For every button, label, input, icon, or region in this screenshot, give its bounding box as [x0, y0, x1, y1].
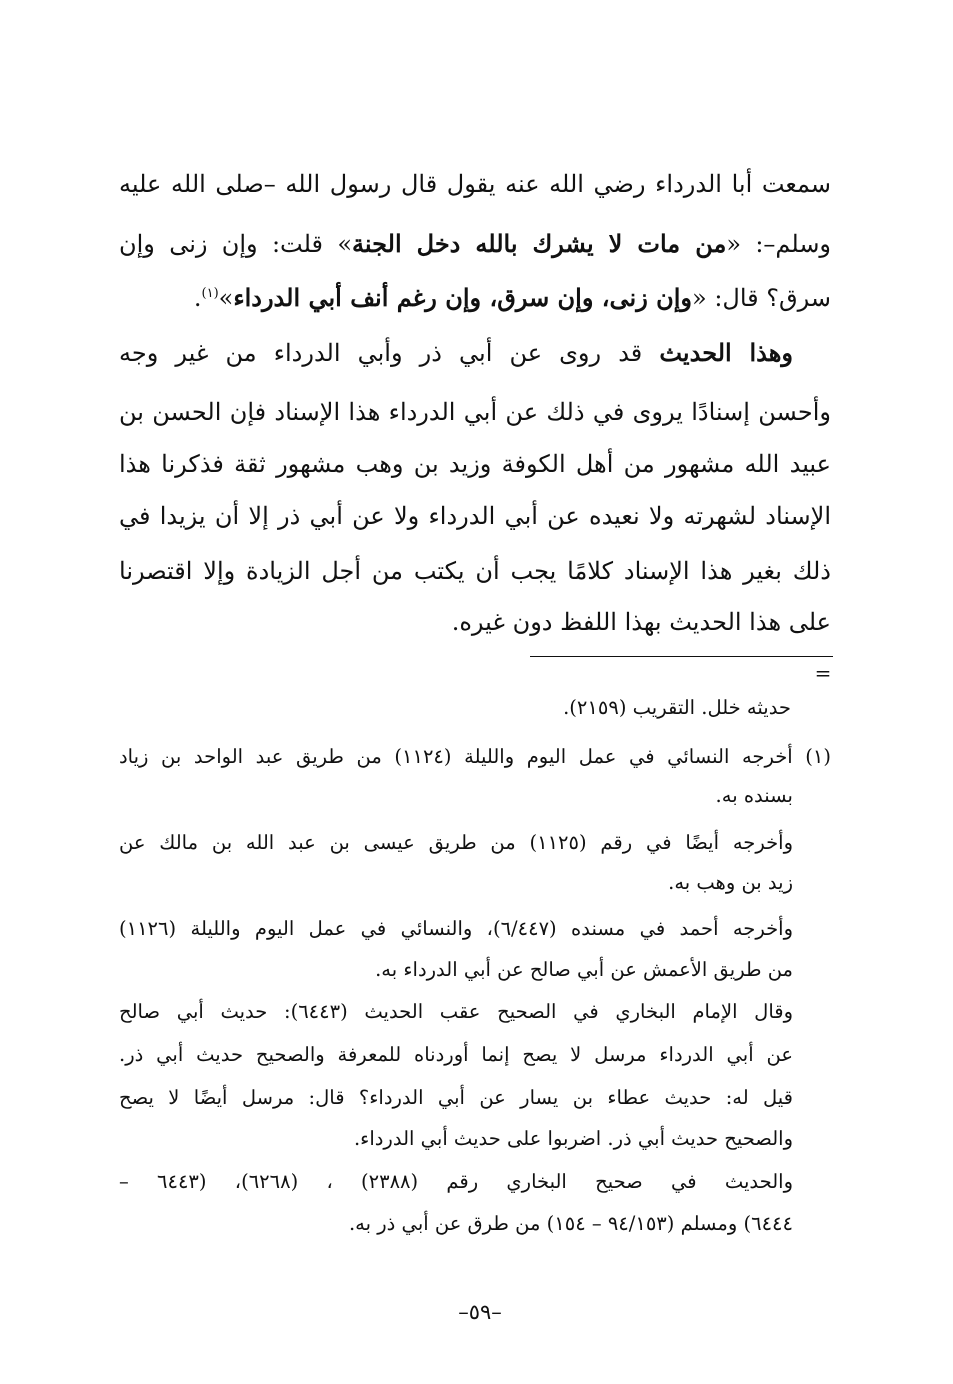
- body-line: [119, 162, 831, 206]
- body-text: » قلت: وإن زنى وإن: [119, 230, 353, 258]
- footnote-line: والصحيح حديث أبي ذر. اضربوا على حديث أبي الدرداء.: [353, 1127, 793, 1150]
- footnote-line: وأخرجه أحمد في مسنده (٦/٤٤٧)، والنسائي في عمل اليوم والليلة (١١٢٦): [119, 917, 793, 940]
- body-text: الإسناد لشهرته ولا نعيده عن أبي الدرداء ولا عن أبي ذر إلا أن يزيدا في: [119, 502, 831, 530]
- body-line: [119, 442, 831, 486]
- body-text: ذلك بغير هذا الإسناد كلامًا يجب أن يكتب من أجل الزيادة وإلا اقتصرنا: [119, 557, 831, 585]
- body-line: [119, 390, 831, 434]
- footnote-reference: (١): [201, 286, 219, 301]
- footnote-line: زيد بن وهب به.: [668, 871, 793, 894]
- footnote-line: قيل له: حديث عطاء بن يسار عن أبي الدرداء؟ قال: مرسل أيضًا لا يصح: [119, 1086, 793, 1109]
- body-text: عبيد الله مشهور من أهل الكوفة وزيد بن وهب مشهور ثقة فذكرنا هذا: [119, 450, 831, 478]
- footnote-line: حديثه خلل. التقريب (٢١٥٩).: [563, 696, 791, 719]
- footnote-line: من طريق الأعمش عن أبي صالح عن أبي الدرداء به.: [375, 958, 793, 981]
- hadith-quote: من مات لا يشرك بالله دخل الجنة: [352, 229, 727, 258]
- footnote-line: عن أبي الدرداء مرسل لا يصح إنما أوردناه للمعرفة والصحيح حديث أبي ذر.: [119, 1043, 793, 1066]
- body-line: [119, 331, 793, 375]
- emphasized-phrase: وهذا الحديث: [659, 338, 793, 367]
- hadith-quote: وإن زنى، وإن سرق، وإن رغم أنف أبي الدرداء: [233, 283, 693, 312]
- body-text: سرق؟ قال: «: [692, 284, 831, 312]
- body-text: .: [193, 284, 202, 312]
- body-line: [119, 494, 831, 538]
- footnote-divider: [530, 656, 833, 657]
- body-text: قد روى عن أبي ذر وأبي الدرداء من غير وجه: [119, 339, 660, 367]
- body-text: وسلم–: «: [726, 230, 831, 258]
- body-text: »: [218, 284, 234, 312]
- footnote-line: وقال الإمام البخاري في الصحيح عقب الحديث (٦٤٤٣): حديث أبي صالح: [119, 1000, 793, 1023]
- body-line: [119, 549, 831, 593]
- footnote-line: (١) أخرجه النسائي في عمل اليوم والليلة (١١٢٤) من طريق عبد الواحد بن زياد: [119, 745, 831, 768]
- body-line: [119, 272, 831, 316]
- footnote-line: وأخرجه أيضًا في رقم (١١٢٥) من طريق عيسى بن عبد الله بن مالك عن: [119, 831, 793, 854]
- footnote-line: ٦٤٤٤) ومسلم (٩٤/١٥٣ – ١٥٤) من طرق عن أبي ذر به.: [348, 1212, 793, 1235]
- body-line: [119, 600, 831, 644]
- body-text: سمعت أبا الدرداء رضي الله عنه يقول قال رسول الله –صلى الله عليه: [119, 170, 831, 198]
- footnote-continuation-mark: =: [814, 661, 832, 685]
- footnote-line: والحديث في صحيح البخاري رقم (٢٣٨٨) ، (٦٢٦٨)، (٦٤٤٣ –: [119, 1170, 793, 1193]
- footnote-line: بسنده به.: [715, 784, 793, 807]
- body-text: وأحسن إسنادًا يروى في ذلك عن أبي الدرداء هذا الإسناد فإن الحسن بن: [119, 398, 831, 426]
- body-line: [119, 222, 831, 266]
- page-number: –٥٩–: [458, 1300, 502, 1324]
- body-text: على هذا الحديث بهذا اللفظ دون غيره.: [451, 608, 831, 636]
